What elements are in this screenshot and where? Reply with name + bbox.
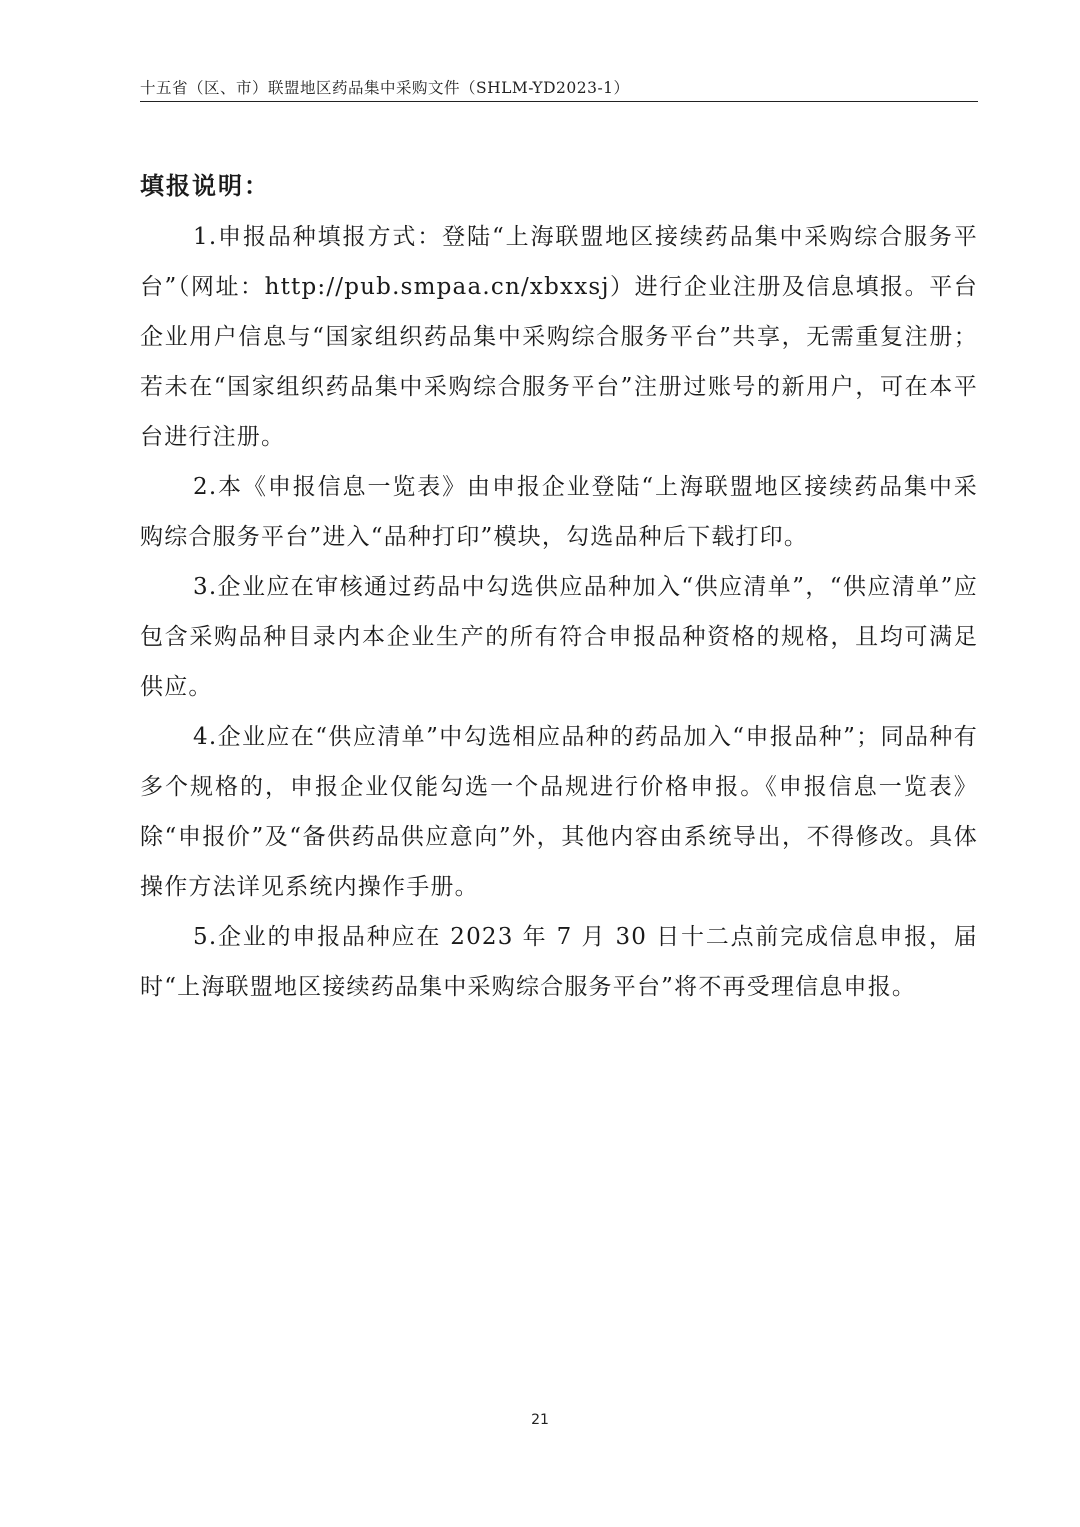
- instruction-item-3: 3.企业应在审核通过药品中勾选供应品种加入“供应清单”，“供应清单”应包含采购品种目录内本企业生产的所有符合申报品种资格的规格，且均可满足供应。: [140, 574, 978, 700]
- instruction-item-1: 1.申报品种填报方式：登陆“上海联盟地区接续药品集中采购综合服务平台”（网址：http://pub.smpaa.cn/xbxxsj）进行企业注册及信息填报。平台企业用户信息与“国家组织药品集中采购综合服务平台”共享，无需重复注册；若未在“国家组织药品集中采购综合服务平台”注册过账号的新用户，可在本平台进行注册。: [140, 224, 978, 450]
- instructions-title: 填报说明：: [140, 171, 270, 200]
- instruction-item-2: 2.本《申报信息一览表》由申报企业登陆“上海联盟地区接续药品集中采购综合服务平台”进入“品种打印”模块，勾选品种后下载打印。: [140, 474, 978, 550]
- document-header: 十五省（区、市）联盟地区药品集中采购文件（SHLM-YD2023-1）: [140, 78, 978, 102]
- page-number: 21: [531, 1412, 549, 1428]
- instruction-item-4: 4.企业应在“供应清单”中勾选相应品种的药品加入“申报品种”；同品种有多个规格的，申报企业仅能勾选一个品规进行价格申报。《申报信息一览表》除“申报价”及“备供药品供应意向”外，其他内容由系统导出，不得修改。具体操作方法详见系统内操作手册。: [140, 724, 978, 900]
- instructions-body: [140, 212, 978, 1012]
- instruction-item-5: 5.企业的申报品种应在 2023 年 7 月 30 日十二点前完成信息申报，届时“上海联盟地区接续药品集中采购综合服务平台”将不再受理信息申报。: [140, 924, 978, 1000]
